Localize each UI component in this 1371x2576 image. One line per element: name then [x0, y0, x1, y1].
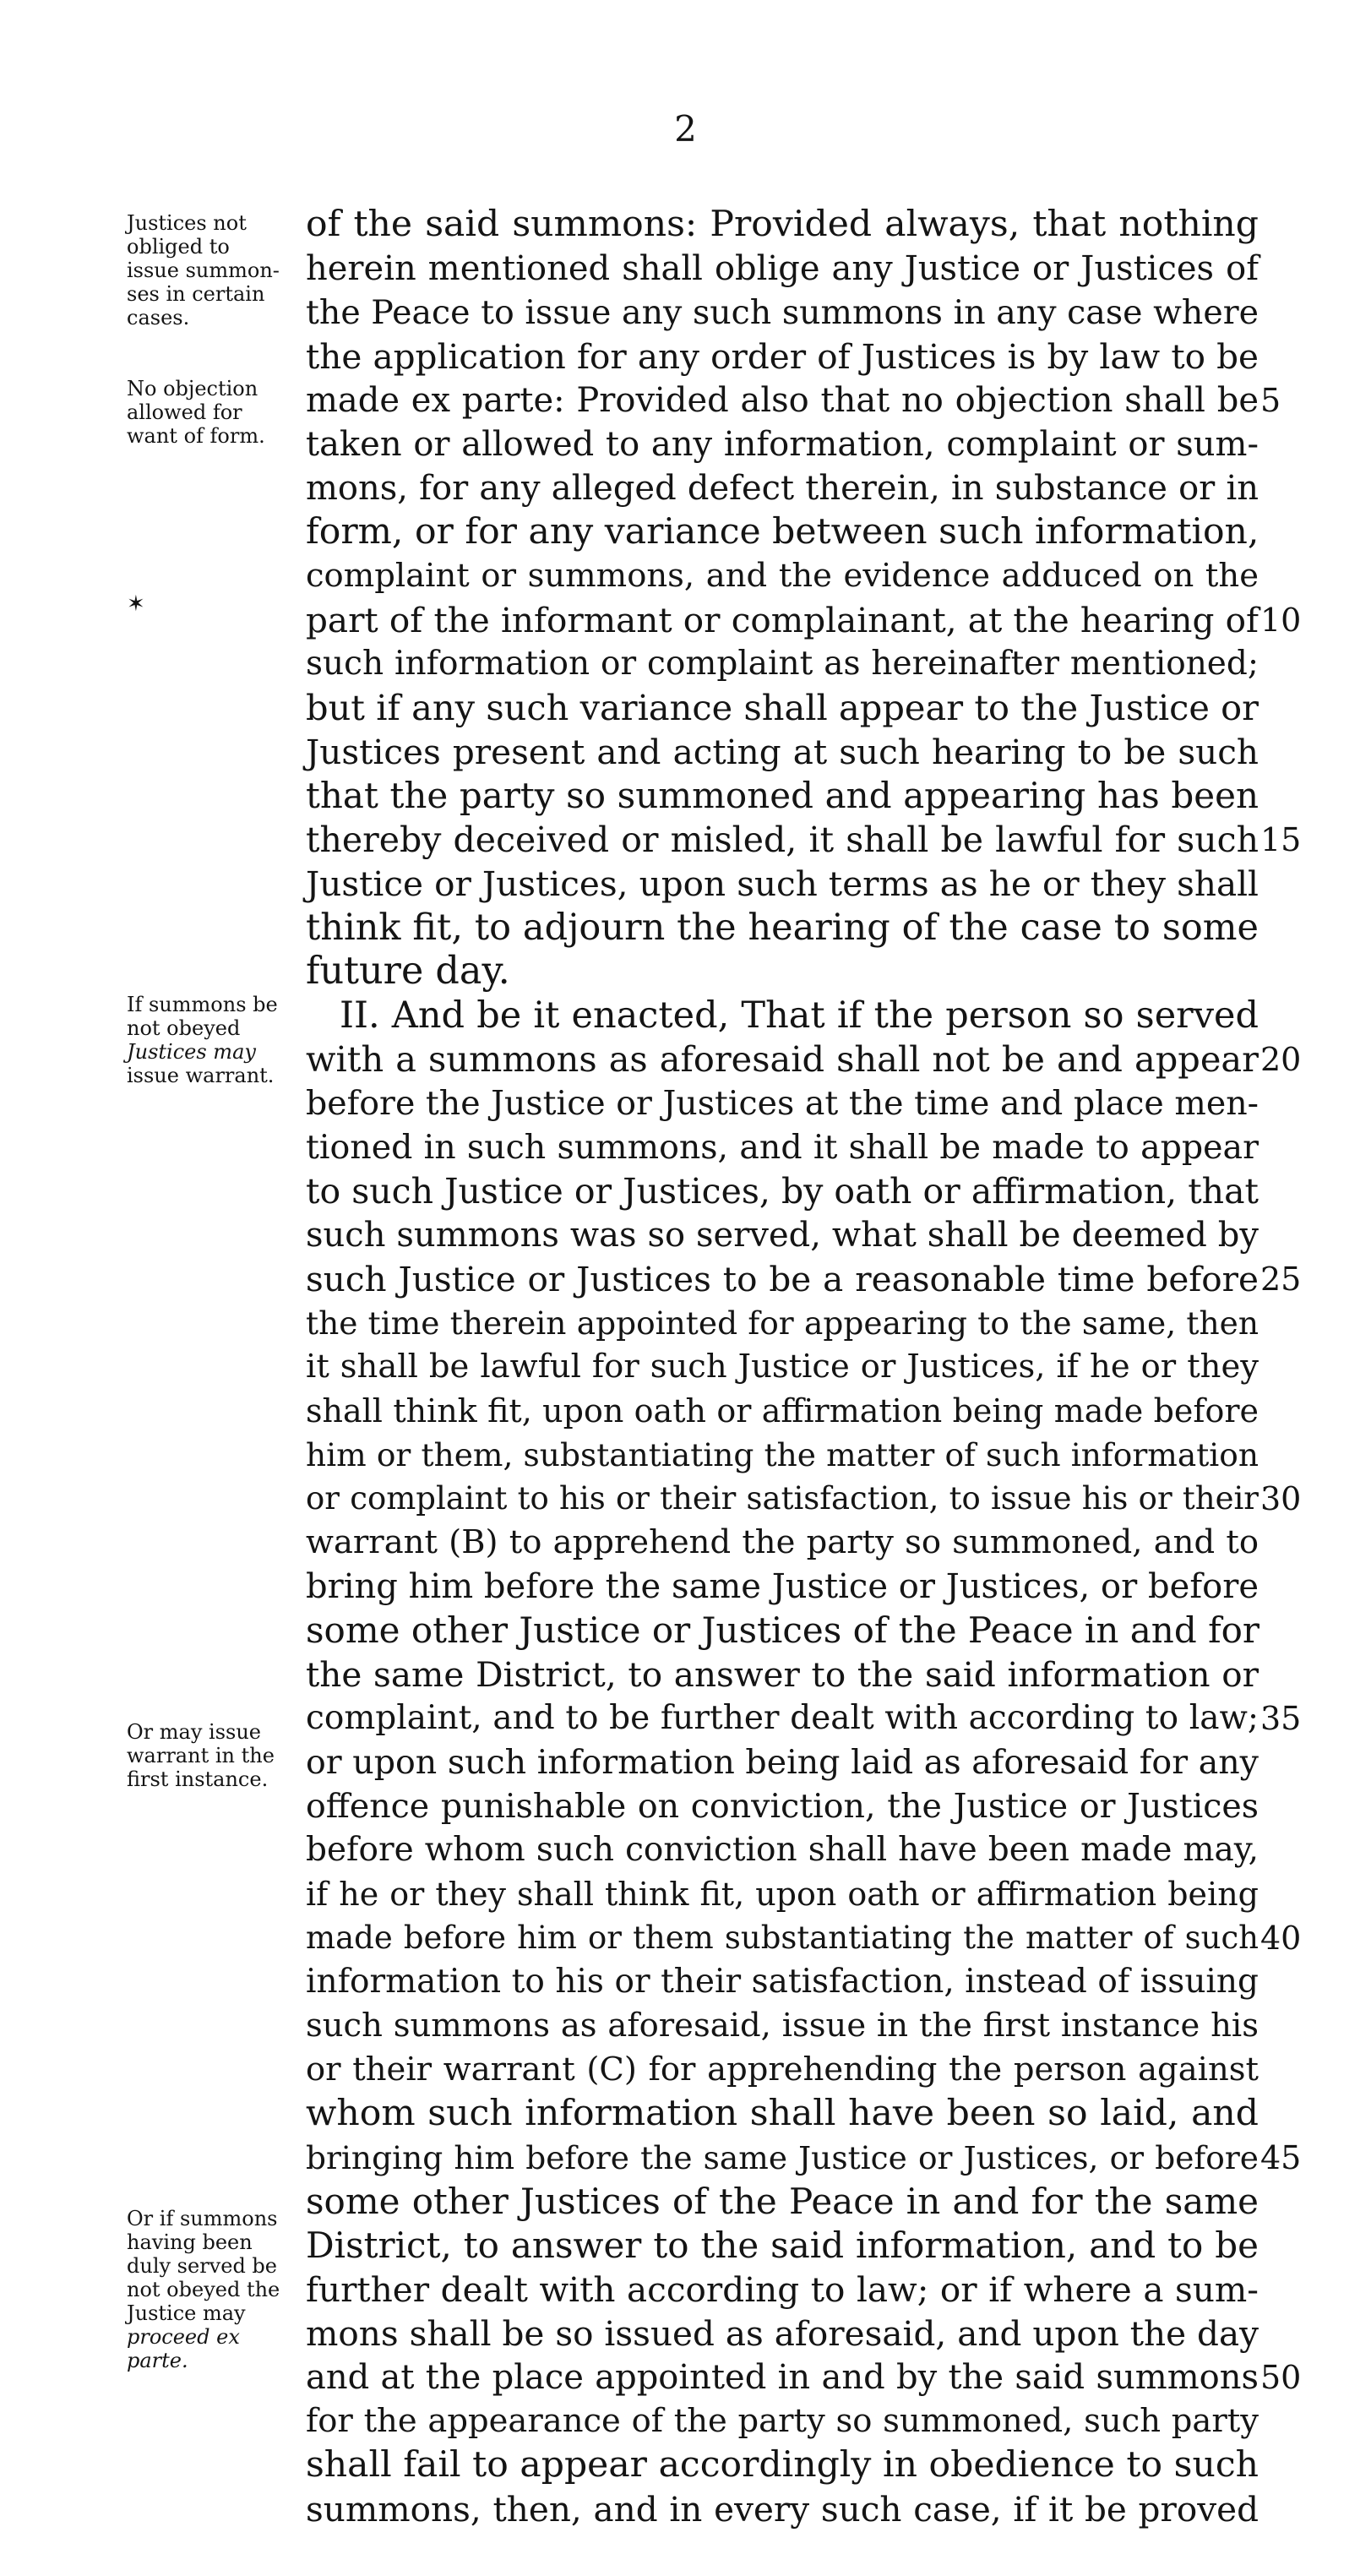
text-line: Justices present and acting at such hearing to be such [306, 732, 1259, 772]
margin-note-line: Or may issue [127, 1720, 261, 1744]
text-line: the same District, to answer to the said information or [306, 1654, 1259, 1695]
line-number: 5 [1260, 382, 1281, 419]
margin-note-line: warrant in the [127, 1744, 275, 1767]
text-line: the time therein appointed for appearing to the same, then [306, 1304, 1259, 1342]
line-number: 25 [1260, 1261, 1302, 1298]
text-line: or complaint to his or their satisfaction, to issue his or their [306, 1480, 1259, 1517]
text-line: further dealt with according to law; or if where a sum- [306, 2269, 1259, 2310]
margin-note-line: not obeyed the [127, 2278, 280, 2301]
text-line: such summons was so served, what shall be deemed by [306, 1216, 1259, 1255]
margin-note-line: cases. [127, 306, 190, 329]
margin-note-line: issue summon- [127, 259, 280, 282]
margin-note-line: Justices not [127, 211, 247, 235]
line-number: 50 [1260, 2359, 1302, 2396]
text-line: Justice or Justices, upon such terms as he or they shall [306, 863, 1259, 904]
text-line: him or them, substantiating the matter of such information [306, 1436, 1259, 1473]
text-line: mons shall be so issued as aforesaid, and upon the day [306, 2313, 1259, 2354]
line-number: 40 [1260, 1920, 1302, 1957]
text-line: bringing him before the same Justice or Justices, or before [306, 2139, 1259, 2176]
text-line: some other Justices of the Peace in and for the same [306, 2181, 1259, 2222]
text-line: future day. [306, 950, 510, 993]
text-line: thereby deceived or misled, it shall be lawful for such [306, 820, 1259, 860]
margin-note-warrant-first-instance [127, 1720, 302, 1791]
margin-note-line: allowed for [127, 400, 242, 424]
margin-note-if-summons-not-obeyed [127, 993, 302, 1087]
page-number: 2 [674, 108, 697, 150]
line-number: 35 [1260, 1700, 1302, 1737]
margin-note-line: No objection [127, 377, 258, 400]
margin-note-line: obliged to [127, 235, 230, 259]
text-line: such Justice or Justices to be a reasonable time before [306, 1259, 1259, 1299]
line-number: 30 [1260, 1480, 1302, 1517]
margin-note-line: having been [127, 2230, 253, 2254]
text-line: it shall be lawful for such Justice or Justices, if he or they [306, 1348, 1259, 1386]
stray-mark: ✶ [127, 591, 145, 617]
text-line: the application for any order of Justices is by law to be [306, 336, 1259, 377]
margin-note-line: first instance. [127, 1767, 269, 1791]
text-line: whom such information shall have been so laid, and [306, 2093, 1259, 2134]
text-line: complaint or summons, and the evidence adduced on the [306, 557, 1259, 595]
margin-note-line: issue warrant. [127, 1064, 275, 1087]
margin-note-line: ses in certain [127, 282, 265, 306]
margin-note-line: proceed ex [127, 2325, 240, 2349]
line-number: 10 [1260, 602, 1302, 639]
text-line: and at the place appointed in and by the said summons [306, 2358, 1259, 2397]
text-line: before the Justice or Justices at the time and place men- [306, 1084, 1259, 1123]
text-line: think fit, to adjourn the hearing of the case to some [306, 907, 1259, 949]
text-line: to such Justice or Justices, by oath or affirmation, that [306, 1171, 1259, 1212]
text-line: herein mentioned shall oblige any Justice or Justices of [306, 249, 1259, 288]
text-line: made ex parte: Provided also that no objection shall be [306, 381, 1259, 420]
margin-note-line: want of form. [127, 424, 265, 448]
text-line: tioned in such summons, and it shall be made to appear [306, 1128, 1259, 1167]
text-line: but if any such variance shall appear to the Justice or [306, 687, 1259, 728]
margin-note-line: Justice may [127, 2301, 246, 2325]
text-line: some other Justice or Justices of the Peace in and for [306, 1609, 1259, 1651]
text-line: or upon such information being laid as aforesaid for any [306, 1743, 1259, 1782]
line-number: 45 [1260, 2139, 1302, 2176]
text-line: made before him or them substantiating the matter of such [306, 1920, 1259, 1956]
text-line: complaint, and to be further dealt with according to law; [306, 1699, 1259, 1737]
text-line: before whom such conviction shall have been made may, [306, 1831, 1259, 1869]
margin-note-no-objection [127, 377, 302, 448]
text-line: form, or for any variance between such information, [306, 511, 1259, 553]
text-line: summons, then, and in every such case, if it be proved [306, 2489, 1259, 2530]
margin-note-line: Justices may [127, 1040, 256, 1064]
text-line: shall fail to appear accordingly in obedience to such [306, 2444, 1259, 2486]
margin-note-line: parte. [127, 2349, 188, 2372]
text-line: with a summons as aforesaid shall not be and appear [306, 1038, 1259, 1080]
text-line: District, to answer to the said information, and to be [306, 2225, 1259, 2266]
text-line: information to his or their satisfaction, instead of issuing [306, 1963, 1259, 2001]
text-line: such summons as aforesaid, issue in the first instance his [306, 2007, 1259, 2045]
text-line: part of the informant or complainant, at the hearing of [306, 600, 1259, 640]
text-line: taken or allowed to any information, complaint or sum- [306, 425, 1259, 464]
margin-note-line: duly served be [127, 2254, 277, 2278]
text-line: mons, for any alleged defect therein, in substance or in [306, 469, 1259, 508]
line-number: 20 [1260, 1041, 1302, 1078]
margin-note-justices-not-obliged [127, 211, 302, 329]
text-line: that the party so summoned and appearing has been [306, 775, 1259, 816]
text-line: of the said summons: Provided always, that nothing [306, 204, 1259, 245]
text-line: offence punishable on conviction, the Justice or Justices [306, 1787, 1259, 1826]
text-line: such information or complaint as hereinafter mentioned; [306, 645, 1259, 683]
text-line: shall think fit, upon oath or affirmation being made before [306, 1392, 1259, 1430]
text-line: the Peace to issue any such summons in any case where [306, 293, 1259, 332]
margin-note-line: If summons be [127, 993, 278, 1016]
margin-note-line: not obeyed [127, 1016, 241, 1040]
margin-note-proceed-ex-parte [127, 2207, 302, 2372]
line-number: 15 [1260, 821, 1302, 858]
text-line: bring him before the same Justice or Justices, or before [306, 1567, 1259, 1606]
text-line: II. And be it enacted, That if the person so served [340, 994, 1259, 1037]
text-line: if he or they shall think fit, upon oath or affirmation being [306, 1876, 1259, 1913]
text-line: or their warrant (C) for apprehending the person against [306, 2050, 1259, 2089]
text-line: for the appearance of the party so summoned, such party [306, 2402, 1259, 2440]
text-line: warrant (B) to apprehend the party so summoned, and to [306, 1523, 1259, 1561]
margin-note-line: Or if summons [127, 2207, 278, 2230]
